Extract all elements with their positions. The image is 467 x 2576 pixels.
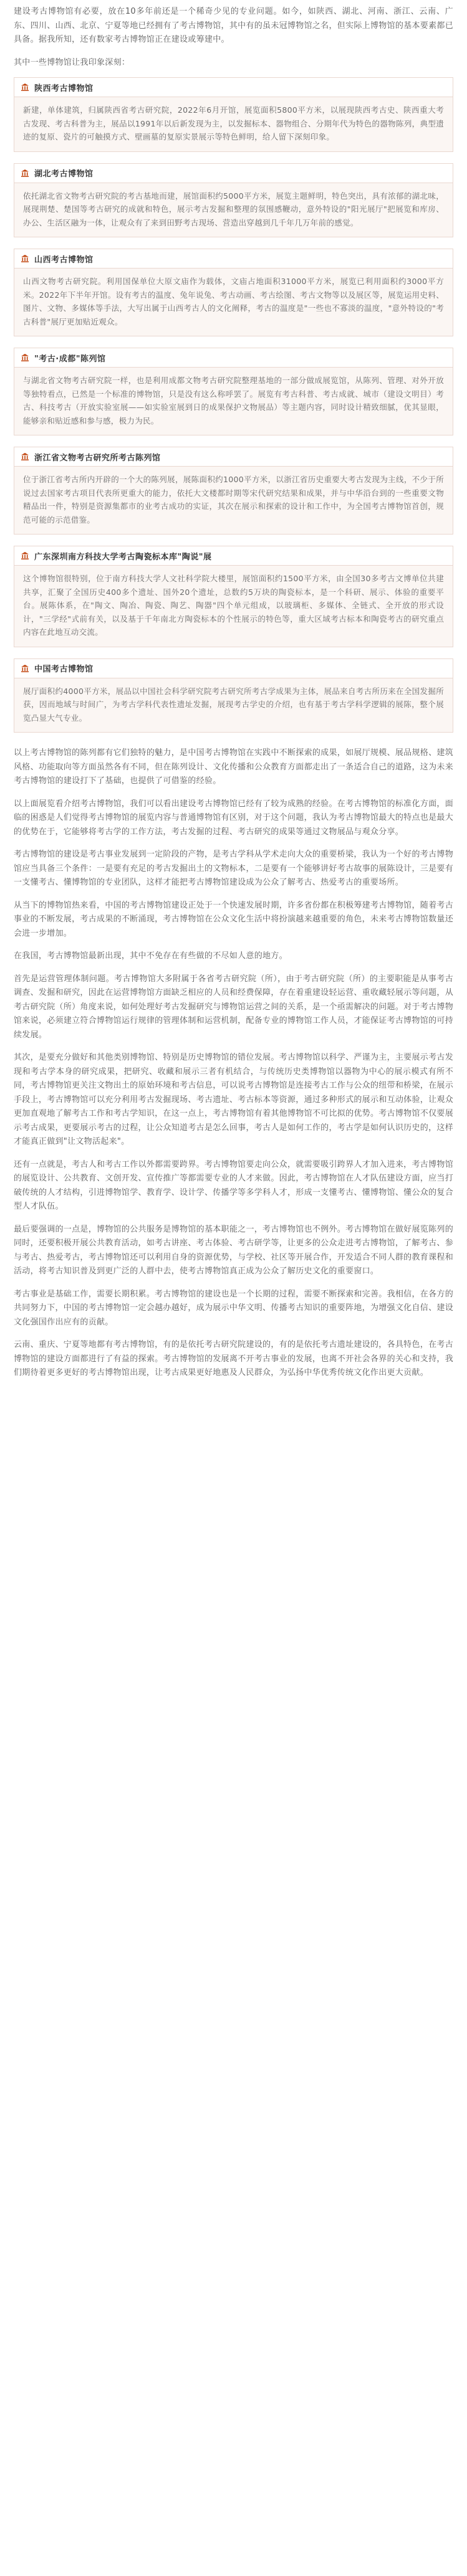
- card-header: [14, 659, 453, 678]
- card-title: 湖北考古博物馆: [34, 169, 94, 179]
- card-title: 山西考古博物馆: [34, 255, 94, 265]
- museum-icon: [21, 254, 29, 263]
- body-paragraph: 首先是运营管理体制问题。考古博物馆大多附属于各省考古研究院（所），由于考古研究院（所）的主要职能是从事考古调查、发掘和研究，因此在运营博物馆方面缺乏相应的人员和经费保障，存在着重建设轻运营、重收藏轻展示等问题，从考古研究院（所）角度来说，如何处理好考古发掘研究与博物馆运营之间的关系，是一个亟需解决的问题。对于考古博物馆来说，必须建立符合博物馆运行规律的管理体制和运营机制，配备专业的博物馆工作人员，才能保证考古博物馆的可持续发展。: [14, 974, 453, 1040]
- card-body: 位于浙江省考古所内开辟的一个大的陈列展，展陈面积约1000平方米，以浙江省历史重要大考古发现为主线，不少于所说过去国家考古项目代表所更重大的能力，依托大文楼都时期等宋代研究结果和成果，并与中华沿台到的一些重要文物精品出一件，特别是资源集都市的业考古成功的实证，其次在展示和探索的设计和工作中，为全国考古博物馆首创，规范可能的示范借鉴。: [23, 475, 444, 525]
- museum-icon: [21, 83, 29, 92]
- body-paragraph: 考古事业是基础工作，需要长期积累。考古博物馆的建设也是一个长期的过程，需要不断探索和完善。我相信，在各方的共同努力下，中国的考古博物馆一定会越办越好，成为展示中华文明、传播考古知识的重要阵地，为增强文化自信、建设文化强国作出应有的贡献。: [14, 1289, 453, 1327]
- body-paragraph: 以上面展览看介绍考古博物馆，我们可以看出建设考古博物馆已经有了较为成熟的经验。在考古博物馆的标准化方面，面临的困惑是人们觉得考古博物馆的展览内容与普通博物馆有区别，对于这个问题，我认为考古博物馆最大的特点也是最大的优势在于，它能够将考古学的工作方法，考古发掘的过程、考古研究的成果等通过文物展品与观众分享。: [14, 799, 453, 837]
- museum-card: [14, 163, 453, 238]
- card-title: 浙江省文物考古研究所考古陈列馆: [34, 453, 161, 463]
- card-header: [14, 249, 453, 269]
- museum-card: [14, 348, 453, 435]
- body-paragraph: 以上考古博物馆的陈列都有它们独特的魅力，是中国考古博物馆在实践中不断探索的成果，如展厅规模、展品规格、建筑风格、功能取向等方面虽然各有不同，但在陈列设计、文化传播和公众教育方面都走出了一条适合自己的道路，这为未来考古博物馆的建设打下了基础，也提供了可借鉴的经验。: [14, 748, 453, 786]
- body-paragraph: 在我国，考古博物馆最新出现，其中不免存在有些做的不尽如人意的地方。: [14, 951, 287, 961]
- museum-card: [14, 77, 453, 152]
- museum-card: [14, 658, 453, 733]
- museum-card: [14, 447, 453, 535]
- card-body: 与湖北省文物考古研究院一样，也是利用成都文物考古研究院整理基地的一部分做成展览馆，从陈列、管理、对外开放等独特看点，已然是一个标准的博物馆，只是没有这么称呼罢了。展览有考古科普、考古成就、城市（建设文明目）考古、科技考古（开放实验室展——如实验室展到日的成果保护文物展品）等主题内容，同时设计精致细腻，优其显眼，能够亲和贴近感和参与感，极力为民。: [23, 376, 444, 425]
- card-body: 展厅面积约4000平方米，展品以中国社会科学研究院考古研究所考古学成果为主体，展品来自考古所历来在全国发掘所获，因而地域与时间广，为考古学科代表性遗址发掘，展现考古学史的介绍，也有基于考古学科学逻辑的展陈，整个展览凸显大气专业。: [23, 686, 444, 723]
- body-paragraph: 考古博物馆的建设是考古事业发展到一定阶段的产物，是考古学科从学术走向大众的重要桥梁，我认为一个好的考古博物馆应当具备三个条件：一是要有充足的考古发掘出土的文物标本，二是要有一个能够讲好考古故事的展陈设计，三是要有一支懂考古、懂博物馆的专业团队，这样才能把考古博物馆建设成为公众了解考古、热爱考古的重要场所。: [14, 850, 453, 887]
- card-header: [14, 447, 453, 467]
- card-body: 这个博物馆很特别，位于南方科技大学人文社科学院大楼里，展馆面积约1500平方米，由全国30多考古文博单位共建共享，汇聚了全国历史400多个遗址、国外20个遗址，总数约5万块的陶瓷标本，是一个科研、展示、体验的重要平台。展陈体系，在"陶文、陶冶、陶瓷、陶艺、陶器"四个单元组成，以玻璃柜、多媒体、全链式、全开放的形式设计，"三学经"式前有关，以及基于千年南北方陶瓷标本的个性展示的特色等，重大区域考古标本和陶瓷考古的研究重点内容在此地互动交流。: [23, 574, 444, 637]
- museum-cards: [14, 77, 453, 733]
- card-body: 依托湖北省文物考古研究院的考古基地而建，展馆面积约5000平方米，展览主题鲜明，特色突出，具有浓郁的湖北味，展现荆楚、楚国等考古研究的成就和特色，展示考古发掘和整理的氛围感鞭动，意外特设的"阳光展厅"把展览和库房、办公、生活区融为一体，让观众有了来到田野考古现场、营造出穿越到几千年几万年前的感觉。: [23, 191, 444, 227]
- card-title: 中国考古博物馆: [34, 665, 94, 674]
- card-header: [14, 164, 453, 183]
- card-header: [14, 78, 453, 97]
- body-paragraph: 最后要强调的一点是，博物馆的公共服务是博物馆的基本职能之一，考古博物馆也不例外。考古博物馆在做好展览陈列的同时，还要积极开展公共教育活动，如考古讲座、考古体验、考古研学等，让更多的公众走进考古博物馆，了解考古、参与考古、热爱考古，考古博物馆还可以利用自身的资源优势，与学校、社区等开展合作，开发适合不同人群的教育课程和活动，将考古知识普及到更广泛的人群中去，使考古博物馆真正成为公众了解历史文化的重要窗口。: [14, 1224, 453, 1276]
- card-body: 新建，单体建筑，归属陕西省考古研究院，2022年6月开馆，展览面积5800平方米，以展现陕西考古史、陕西重大考古发现、考古科普为主，展品以1991年以后新发现为主，以发掘标本、器物组合、分期年代为特色的器物陈列，典型遗迹的复原、瓷片的可触摸方式、壁画墓的复原实景展示等特色鲜明，给人留下深刻印象。: [23, 105, 444, 141]
- intro-paragraph: 建设考古博物馆有必要，放在10多年前还是一个稀奇少见的专业问题。如今，如陕西、湖北、河南、浙江、云南、广东、四川、山西、北京、宁夏等地已经拥有了考古博物馆，其中有的虽未冠博物馆之名，但实际上博物馆的基本要素都已具备。据我所知，还有数家考古博物馆正在建设或筹建中。: [14, 7, 453, 44]
- museum-card: [14, 249, 453, 336]
- card-title: "考古·成都"陈列馆: [34, 354, 106, 364]
- card-body: 山西文物考古研究院。利用国保单位大原文庙作为载体，文庙占地面积31000平方米，展览已利用面积约3000平方米。2022年下半年开馆。设有考古的温度、兔年说兔、考古动画、考古绘图、考古文物等以及展区等，展览运用史料、图片、文物、多媒体等手法，大写出属于山西考古人的文化阐释，考古的温度是"一些也不寡淡的温度，"意外特设的"考古科普"展厅更加贴近观众。: [23, 277, 444, 326]
- museum-icon: [21, 452, 29, 461]
- museum-icon: [21, 664, 29, 673]
- museum-icon: [21, 169, 29, 178]
- body-paragraph: 其次，是要充分做好和其他类别博物馆、特别是历史博物馆的错位发展。考古博物馆以科学、严谨为主，主要展示考古发现和考古学本身的研究成果，把研究、收藏和展示三者有机结合，与传统历史类博物馆以器物为中心的展示模式有所不同，考古博物馆更关注文物出土的原始环境和考古信息，可以说考古博物馆是连接考古工作与公众的纽带和桥梁，在展示手段上，考古博物馆可以充分利用考古发掘现场、考古遗址、考古标本等资源，通过多种形式的展示和互动体验，让观众更加直观地了解考古工作和考古学知识，在这一点上，考古博物馆有着其他博物馆不可比拟的优势。考古博物馆不仅要展示考古成果，更要展示考古的过程，让公众知道考古是怎么回事，考古人是如何工作的，考古学是如何认识历史的，这样才能真正做到"让文物活起来"。: [14, 1053, 453, 1146]
- body-paragraph: 还有一点就是，考古人和考古工作以外都需要跨界。考古博物馆要走向公众，就需要吸引跨界人才加入进来，考古博物馆的展览设计、公共教育、文创开发、宣传推广等都需要专业的人才来做。因此，考古博物馆在人才队伍建设方面，应当打破传统的人才结构，引进博物馆学、教育学、设计学、传播学等多学科人才，形成一支懂考古、懂博物馆、懂公众的复合型人才队伍。: [14, 1159, 453, 1211]
- card-title: 陕西考古博物馆: [34, 83, 94, 93]
- body-paragraph: 云南、重庆、宁夏等地都有考古博物馆，有的是依托考古研究院建设的，有的是依托考古遗址建设的，各具特色，在考古博物馆的建设方面都进行了有益的探索。考古博物馆的发展离不开考古事业的发展，也离不开社会各界的关心和支持，我们期待着更多更好的考古博物馆出现，让考古成果更好地惠及人民群众，为弘扬中华优秀传统文化作出更大贡献。: [14, 1340, 453, 1377]
- card-header: [14, 546, 453, 566]
- museum-icon: [21, 353, 29, 362]
- card-title: 广东深圳南方科技大学考古陶瓷标本库"陶说"展: [34, 552, 212, 562]
- body-paragraph: 从当下的博物馆热来看，中国的考古博物馆建设正处于一个快速发展时期，许多省份都在积极筹建考古博物馆，随着考古事业的不断发展，考古成果的不断涌现，考古博物馆在公众文化生活中将扮演越来越重要的角色，未来考古博物馆数量还会进一步增加。: [14, 900, 453, 938]
- card-header: [14, 348, 453, 368]
- lead-paragraph: 其中一些博物馆让我印象深刻：: [14, 57, 130, 67]
- museum-icon: [21, 551, 29, 560]
- museum-card: [14, 546, 453, 647]
